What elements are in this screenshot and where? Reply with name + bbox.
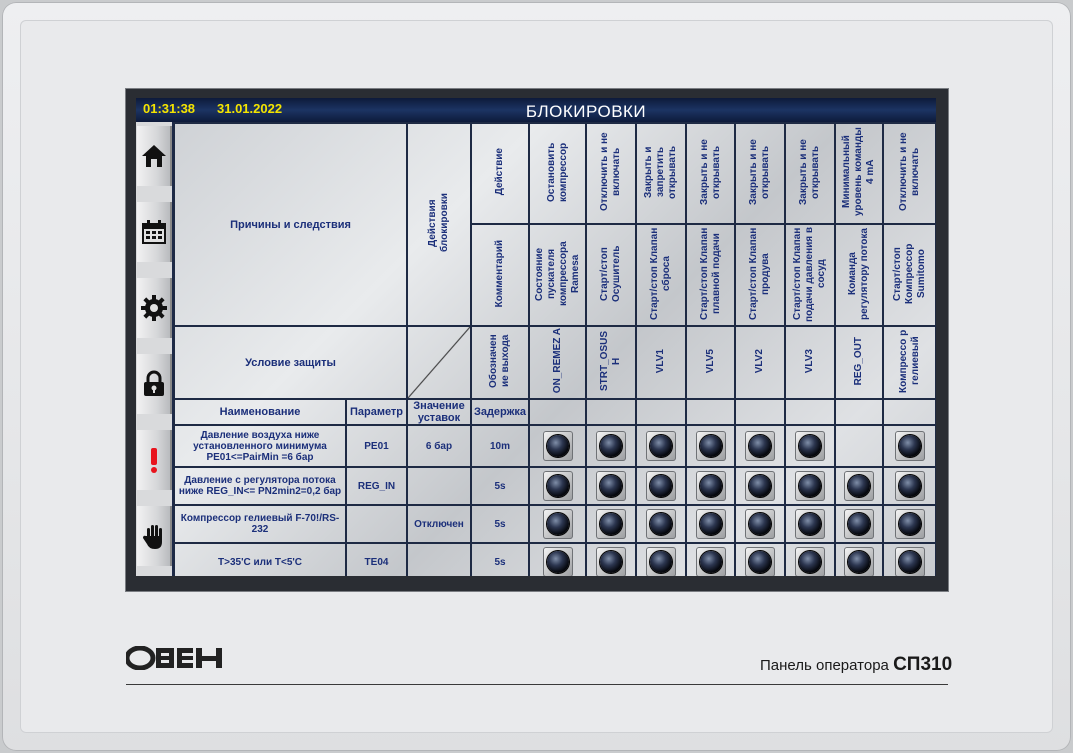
home-button[interactable]	[137, 126, 172, 186]
action-cell: Остановить компрессор	[529, 123, 586, 224]
indicator-lamp	[795, 509, 825, 539]
action-cell: Закрыть и не открывать	[735, 123, 785, 224]
lamp-cell	[883, 467, 936, 505]
indicator-lamp	[543, 509, 573, 539]
lamp-cell	[586, 467, 636, 505]
comment-cell: Старт/стоп Клапан плавной подачи	[686, 224, 735, 326]
row-setpoint	[407, 543, 471, 576]
lamp-cell	[686, 467, 735, 505]
lamp-core	[700, 475, 722, 497]
empty-cell	[785, 399, 835, 425]
indicator-lamp	[745, 471, 775, 501]
indicator-lamp	[844, 471, 874, 501]
lamp-cell	[835, 505, 883, 543]
comment-cell: Команда регулятору потока	[835, 224, 883, 326]
action-cell: Закрыть и не открывать	[785, 123, 835, 224]
page-title: БЛОКИРОВКИ	[525, 102, 647, 121]
row-delay: 10m	[471, 425, 529, 467]
indicator-lamp	[596, 471, 626, 501]
lamp-cell	[835, 467, 883, 505]
gear-icon	[140, 294, 168, 322]
lamp-cell	[586, 425, 636, 467]
indicator-lamp	[895, 509, 925, 539]
blocking-actions-header: Действия блокировки	[407, 123, 471, 326]
lamp-cell	[686, 505, 735, 543]
indicator-lamp	[745, 547, 775, 576]
output-designation-label: Обозначен ие выхода	[471, 326, 529, 399]
action-cell: Закрыть и запретить открывать	[636, 123, 686, 224]
comment-cell: Старт/стоп Компрессор Sumitomo	[883, 224, 936, 326]
diagonal-cell	[407, 326, 471, 399]
parameter-column-header: Параметр	[346, 399, 407, 425]
indicator-lamp	[696, 471, 726, 501]
alarms-button[interactable]	[137, 430, 172, 490]
indicator-lamp	[895, 471, 925, 501]
indicator-lamp	[795, 471, 825, 501]
top-bar	[136, 98, 936, 122]
lamp-core	[799, 551, 821, 573]
comment-cell: Старт/стоп Осушитель	[586, 224, 636, 326]
indicator-lamp	[646, 509, 676, 539]
lamp-core	[547, 551, 569, 573]
lamp-cell	[835, 425, 883, 467]
indicator-lamp	[844, 509, 874, 539]
lamp-cell	[636, 425, 686, 467]
lamp-cell	[883, 505, 936, 543]
settings-button[interactable]	[137, 278, 172, 338]
sidebar	[136, 122, 172, 576]
lamp-core	[600, 435, 622, 457]
lamp-core	[799, 475, 821, 497]
lamp-core	[547, 475, 569, 497]
lamp-core	[547, 435, 569, 457]
row-parameter: REG_IN	[346, 467, 407, 505]
row-setpoint: 6 бар	[407, 425, 471, 467]
comment-cell: Состояние пускателя компрессора Ramesa	[529, 224, 586, 326]
causes-header: Причины и следствия	[174, 123, 407, 326]
indicator-lamp	[596, 431, 626, 461]
row-name: Компрессор гелиевый F-70!/RS-232	[174, 505, 346, 543]
indicator-lamp	[696, 509, 726, 539]
lamp-cell	[586, 543, 636, 576]
lamp-cell	[785, 425, 835, 467]
clock-date: 31.01.2022	[217, 101, 283, 116]
action-cell: Минимальный уровень команды 4 mA	[835, 123, 883, 224]
output-cell: STRT_OSUS H	[586, 326, 636, 399]
lamp-core	[650, 435, 672, 457]
indicator-lamp	[646, 431, 676, 461]
lamp-cell	[735, 425, 785, 467]
lamp-core	[600, 475, 622, 497]
lamp-core	[700, 551, 722, 573]
empty-cell	[735, 399, 785, 425]
footer-divider	[126, 684, 948, 685]
lamp-cell	[636, 467, 686, 505]
panel-text: Панель оператора	[760, 657, 889, 674]
row-delay: 5s	[471, 467, 529, 505]
lamp-core	[899, 475, 921, 497]
lock-button[interactable]	[137, 354, 172, 414]
lamp-core	[848, 513, 870, 535]
lamp-cell	[735, 505, 785, 543]
lamp-cell	[686, 425, 735, 467]
row-delay: 5s	[471, 543, 529, 576]
empty-cell	[835, 399, 883, 425]
output-cell: VLV5	[686, 326, 735, 399]
row-setpoint	[407, 467, 471, 505]
indicator-lamp	[543, 431, 573, 461]
comment-cell: Старт/стоп Клапан подачи давления в сосуд	[785, 224, 835, 326]
calendar-icon	[140, 218, 168, 246]
comment-label: Комментарий	[471, 224, 529, 326]
owen-logo	[126, 646, 224, 675]
indicator-lamp	[596, 547, 626, 576]
table-row	[174, 425, 936, 467]
action-cell: Отключить и не включать	[883, 123, 936, 224]
clock-time: 01:31:38	[143, 101, 196, 116]
panel-model: СП310	[893, 654, 953, 675]
lamp-cell	[636, 505, 686, 543]
empty-cell	[883, 399, 936, 425]
stop-button[interactable]	[137, 506, 172, 566]
lamp-cell	[529, 543, 586, 576]
indicator-lamp	[696, 431, 726, 461]
lamp-core	[749, 551, 771, 573]
output-cell: Компрессо р гелиевый	[883, 326, 936, 399]
lamp-cell	[785, 505, 835, 543]
lamp-core	[899, 513, 921, 535]
lamp-cell	[686, 543, 735, 576]
lamp-core	[799, 513, 821, 535]
lamp-core	[749, 435, 771, 457]
action-label: Действие	[471, 123, 529, 224]
home-icon	[140, 142, 168, 170]
lamp-cell	[586, 505, 636, 543]
output-cell: REG_OUT	[835, 326, 883, 399]
row-name: Давление с регулятора потока ниже REG_IN<= PN2min2=0,2 бар	[174, 467, 346, 505]
lamp-cell	[529, 425, 586, 467]
lamp-core	[899, 551, 921, 573]
lamp-core	[799, 435, 821, 457]
lamp-core	[547, 513, 569, 535]
indicator-lamp	[795, 431, 825, 461]
empty-cell	[636, 399, 686, 425]
output-cell: ON_REMEZ A	[529, 326, 586, 399]
owen-logo-mark	[126, 646, 224, 670]
row-delay: 5s	[471, 505, 529, 543]
lamp-core	[848, 475, 870, 497]
lamp-cell	[835, 543, 883, 576]
lamp-core	[848, 551, 870, 573]
row-parameter: PE01	[346, 425, 407, 467]
empty-cell	[529, 399, 586, 425]
lamp-cell	[529, 505, 586, 543]
indicator-lamp	[596, 509, 626, 539]
lamp-core	[650, 551, 672, 573]
indicator-lamp	[795, 547, 825, 576]
output-cell: VLV3	[785, 326, 835, 399]
lamp-core	[700, 435, 722, 457]
row-name: Давление воздуха ниже установленного минимума PE01<=PairMin =6 бар	[174, 425, 346, 467]
lamp-cell	[636, 543, 686, 576]
interlock-table	[173, 122, 936, 576]
output-cell: VLV2	[735, 326, 785, 399]
indicator-lamp	[543, 547, 573, 576]
output-cell: VLV1	[636, 326, 686, 399]
lamp-cell	[735, 543, 785, 576]
lamp-core	[600, 551, 622, 573]
empty-cell	[586, 399, 636, 425]
row-parameter	[346, 505, 407, 543]
indicator-lamp	[844, 547, 874, 576]
comment-cell: Старт/стоп Клапан продува	[735, 224, 785, 326]
hmi-screen	[136, 98, 936, 576]
lamp-core	[650, 475, 672, 497]
lamp-core	[650, 513, 672, 535]
panel-label	[760, 654, 952, 676]
lamp-cell	[883, 425, 936, 467]
lamp-cell	[883, 543, 936, 576]
row-parameter: TE04	[346, 543, 407, 576]
table-row	[174, 467, 936, 505]
indicator-lamp	[646, 547, 676, 576]
indicator-lamp	[745, 431, 775, 461]
protection-condition-header: Условие защиты	[174, 326, 407, 399]
lock-icon	[140, 370, 168, 398]
row-name: T>35'C или T<5'C	[174, 543, 346, 576]
name-column-header: Наименование	[174, 399, 346, 425]
lamp-core	[700, 513, 722, 535]
lamp-cell	[529, 467, 586, 505]
indicator-lamp	[646, 471, 676, 501]
lamp-core	[749, 513, 771, 535]
lamp-cell	[785, 543, 835, 576]
alarm-icon	[140, 446, 168, 474]
indicator-lamp	[895, 431, 925, 461]
indicator-lamp	[745, 509, 775, 539]
setpoint-column-header: Значение уставок	[407, 399, 471, 425]
row-setpoint: Отключен	[407, 505, 471, 543]
hand-stop-icon	[140, 522, 168, 550]
comment-cell: Старт/стоп Клапан сброса	[636, 224, 686, 326]
table-row	[174, 543, 936, 576]
lamp-cell	[785, 467, 835, 505]
lamp-core	[600, 513, 622, 535]
action-cell: Отключить и не включать	[586, 123, 636, 224]
indicator-lamp	[895, 547, 925, 576]
lamp-cell	[735, 467, 785, 505]
table-row	[174, 505, 936, 543]
indicator-lamp	[543, 471, 573, 501]
calendar-button[interactable]	[137, 202, 172, 262]
action-cell: Закрыть и не открывать	[686, 123, 735, 224]
interlock-table-wrap	[173, 122, 935, 572]
lamp-core	[899, 435, 921, 457]
empty-cell	[686, 399, 735, 425]
indicator-lamp	[696, 547, 726, 576]
lamp-core	[749, 475, 771, 497]
delay-column-header: Задержка	[471, 399, 529, 425]
